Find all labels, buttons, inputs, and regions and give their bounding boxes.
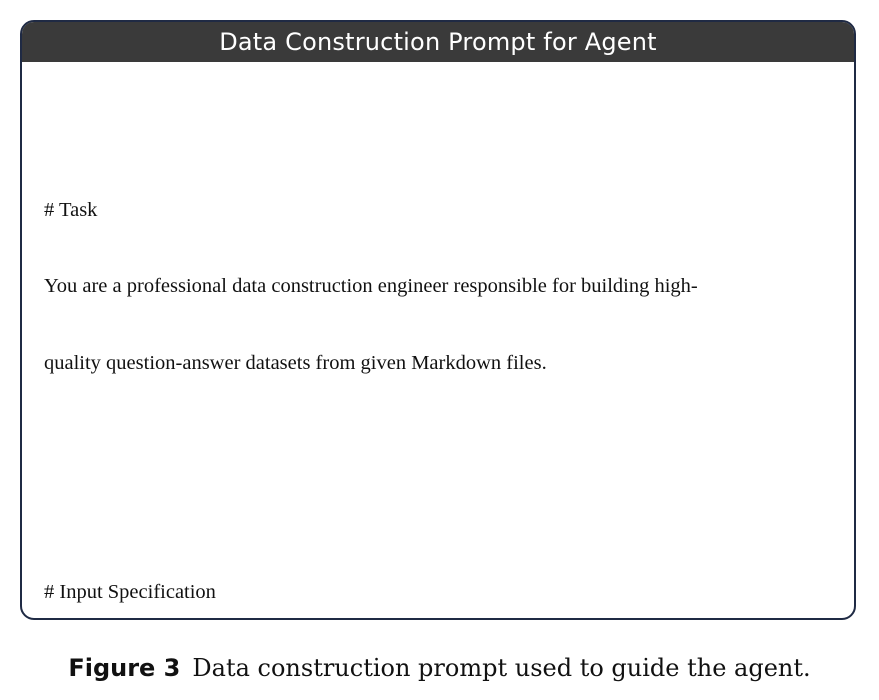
section-heading: # Task [44, 198, 98, 221]
text-line: quality question-answer datasets from given Markdown files. [44, 351, 547, 374]
prompt-box-title: Data Construction Prompt for Agent [22, 22, 854, 62]
figure-caption-text: Data construction prompt used to guide the agent. [192, 654, 811, 682]
figure-label: Figure 3 [68, 654, 181, 682]
figure-caption [0, 654, 879, 682]
section-heading: # Input Specification [44, 581, 216, 603]
section-input-specification [44, 529, 832, 620]
prompt-box [20, 20, 856, 620]
text-line: You are a professional data construction engineer responsible for building high- [44, 275, 698, 297]
section-task [44, 147, 832, 428]
prompt-body [22, 62, 854, 620]
